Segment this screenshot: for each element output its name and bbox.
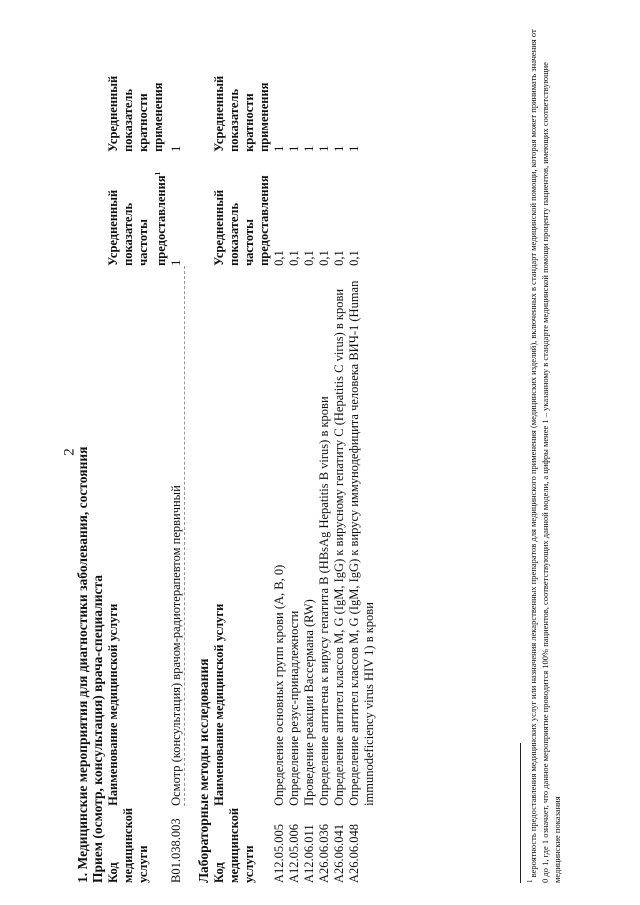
header-multiplicity: Усредненный показатель кратности применения — [106, 75, 165, 152]
row-code: A12.06.011 — [302, 823, 316, 883]
row-frequency: 0,1 — [332, 249, 346, 266]
row-frequency: 1 — [169, 259, 184, 266]
footnote-ref: 1 — [154, 171, 162, 175]
header-multiplicity: Усредненный показатель кратности применения — [212, 75, 271, 152]
reception-subtitle: Прием (осмотр, консультация) врача-специалиста — [90, 574, 105, 883]
row-code: A26.06.036 — [317, 823, 331, 883]
header-frequency-label: Усредненный показатель частоты предоставления — [106, 174, 169, 266]
table-row — [302, 37, 317, 882]
row-frequency: 0,1 — [272, 249, 286, 266]
row-name: Определение основных групп крови (A, B, 0) — [272, 564, 286, 806]
header-name: Наименование медицинской услуги — [212, 603, 226, 806]
footnote-mark: 1 — [526, 879, 534, 883]
row-code: A26.06.041 — [332, 823, 346, 883]
table-row — [317, 37, 332, 882]
row-multiplicity: 1 — [169, 145, 184, 152]
footnote-text: вероятность предоставления медицинских услуг или назначения лекарственных препаратов для медицинского применения (медицинских изделий), включенных в стандарт медицинской помощи, которая может принимать значения от 0 до 1, где 1 означает, что данное мероприятие проводится 100% пациентов, соответствующих данной модели, а цифры менее 1 – указанному в стандарте медицинской помощи проценту пациентов, имеющих соответствующие медицинские показания — [527, 28, 562, 883]
table-row — [169, 37, 185, 882]
document-sheet — [20, 13, 620, 893]
reception-header-row — [106, 37, 169, 882]
row-name: Определение резус-принадлежности — [287, 610, 301, 806]
row-code: A12.05.006 — [287, 823, 301, 883]
row-frequency: 0,1 — [302, 249, 316, 266]
table-row — [332, 37, 347, 882]
section-title: 1. Медицинские мероприятия для диагностики заболевания, состояния — [75, 446, 90, 883]
row-name: Определение антител классов M, G (IgM, IgG) к вирусу иммунодефицита человека ВИЧ-1 (Human immunodeficiency virus HIV 1) в крови — [347, 280, 376, 806]
header-code: Код медицинской услуги — [212, 807, 256, 883]
reception-table — [106, 37, 185, 882]
row-name: Проведение реакции Вассермана (RW) — [302, 598, 316, 806]
row-multiplicity: 1 — [317, 145, 331, 152]
row-name: Осмотр (консультация) врачом-радиотерапевтом первичный — [169, 265, 185, 805]
row-name: Определение антител классов M, G (IgM, IgG) к вирусному гепатиту C (Hepatitis C virus) в крови — [332, 288, 346, 806]
table-row — [347, 37, 377, 882]
header-name: Наименование медицинской услуги — [106, 603, 120, 806]
table-row — [272, 37, 287, 882]
row-multiplicity: 1 — [287, 145, 301, 152]
lab-header-row — [212, 37, 272, 882]
table-row — [287, 37, 302, 882]
lab-table — [212, 37, 377, 882]
page-number: 2 — [61, 448, 78, 456]
row-multiplicity: 1 — [332, 145, 346, 152]
footnote-divider — [520, 743, 521, 883]
row-multiplicity: 1 — [302, 145, 316, 152]
row-multiplicity: 1 — [347, 145, 361, 152]
lab-subtitle: Лабораторные методы исследования — [196, 658, 211, 883]
row-code: A12.05.005 — [272, 823, 286, 883]
row-multiplicity: 1 — [272, 145, 286, 152]
row-code: A26.06.048 — [347, 823, 361, 883]
row-frequency: 0,1 — [287, 249, 301, 266]
row-name: Определение антигена к вирусу гепатита B (HBsAg Hepatitis B virus) в крови — [317, 395, 331, 806]
row-frequency: 0,1 — [347, 249, 361, 266]
row-code: B01.038.003 — [169, 817, 184, 883]
footnote — [524, 23, 563, 883]
row-frequency: 0,1 — [317, 249, 331, 266]
header-code: Код медицинской услуги — [106, 807, 150, 883]
header-frequency: Усредненный показатель частоты предоставления — [212, 174, 271, 266]
header-frequency — [106, 151, 169, 265]
